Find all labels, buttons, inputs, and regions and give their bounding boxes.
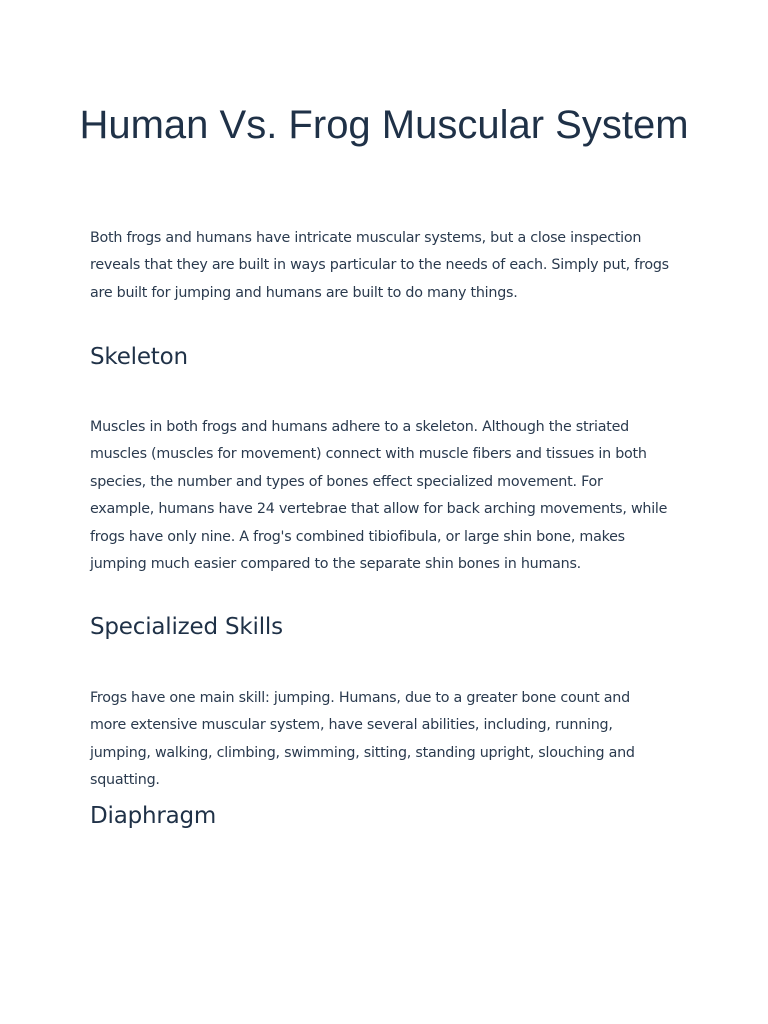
intro-paragraph: Both frogs and humans have intricate muscular systems, but a close inspection reveals that they are built in ways particular to the needs of each. Simply put, frogs are built for jumping and humans are built to do many things. [90,230,669,301]
document-title: Human Vs. Frog Muscular System [79,103,689,147]
section-body-skeleton: Muscles in both frogs and humans adhere to a skeleton. Although the striated muscles (muscles for movement) connect with muscle fibers and tissues in both species, the number and types of bones effect specialized movement. For example, humans have 24 vertebrae that allow for back arching movements, while frogs have only nine. A frog's combined tibiofibula, or large shin bone, makes jumping much easier compared to the separate shin bones in humans. [90,419,668,573]
section-heading-skeleton: Skeleton [90,344,188,370]
section-heading-specialized-skills: Specialized Skills [90,614,283,640]
section-body-specialized-skills: Frogs have one main skill: jumping. Humans, due to a greater bone count and more extensive muscular system, have several abilities, including, running, jumping, walking, climbing, swimming, sitting, standing upright, slouching and squatting. [90,690,635,789]
section-heading-diaphragm: Diaphragm [90,803,217,829]
